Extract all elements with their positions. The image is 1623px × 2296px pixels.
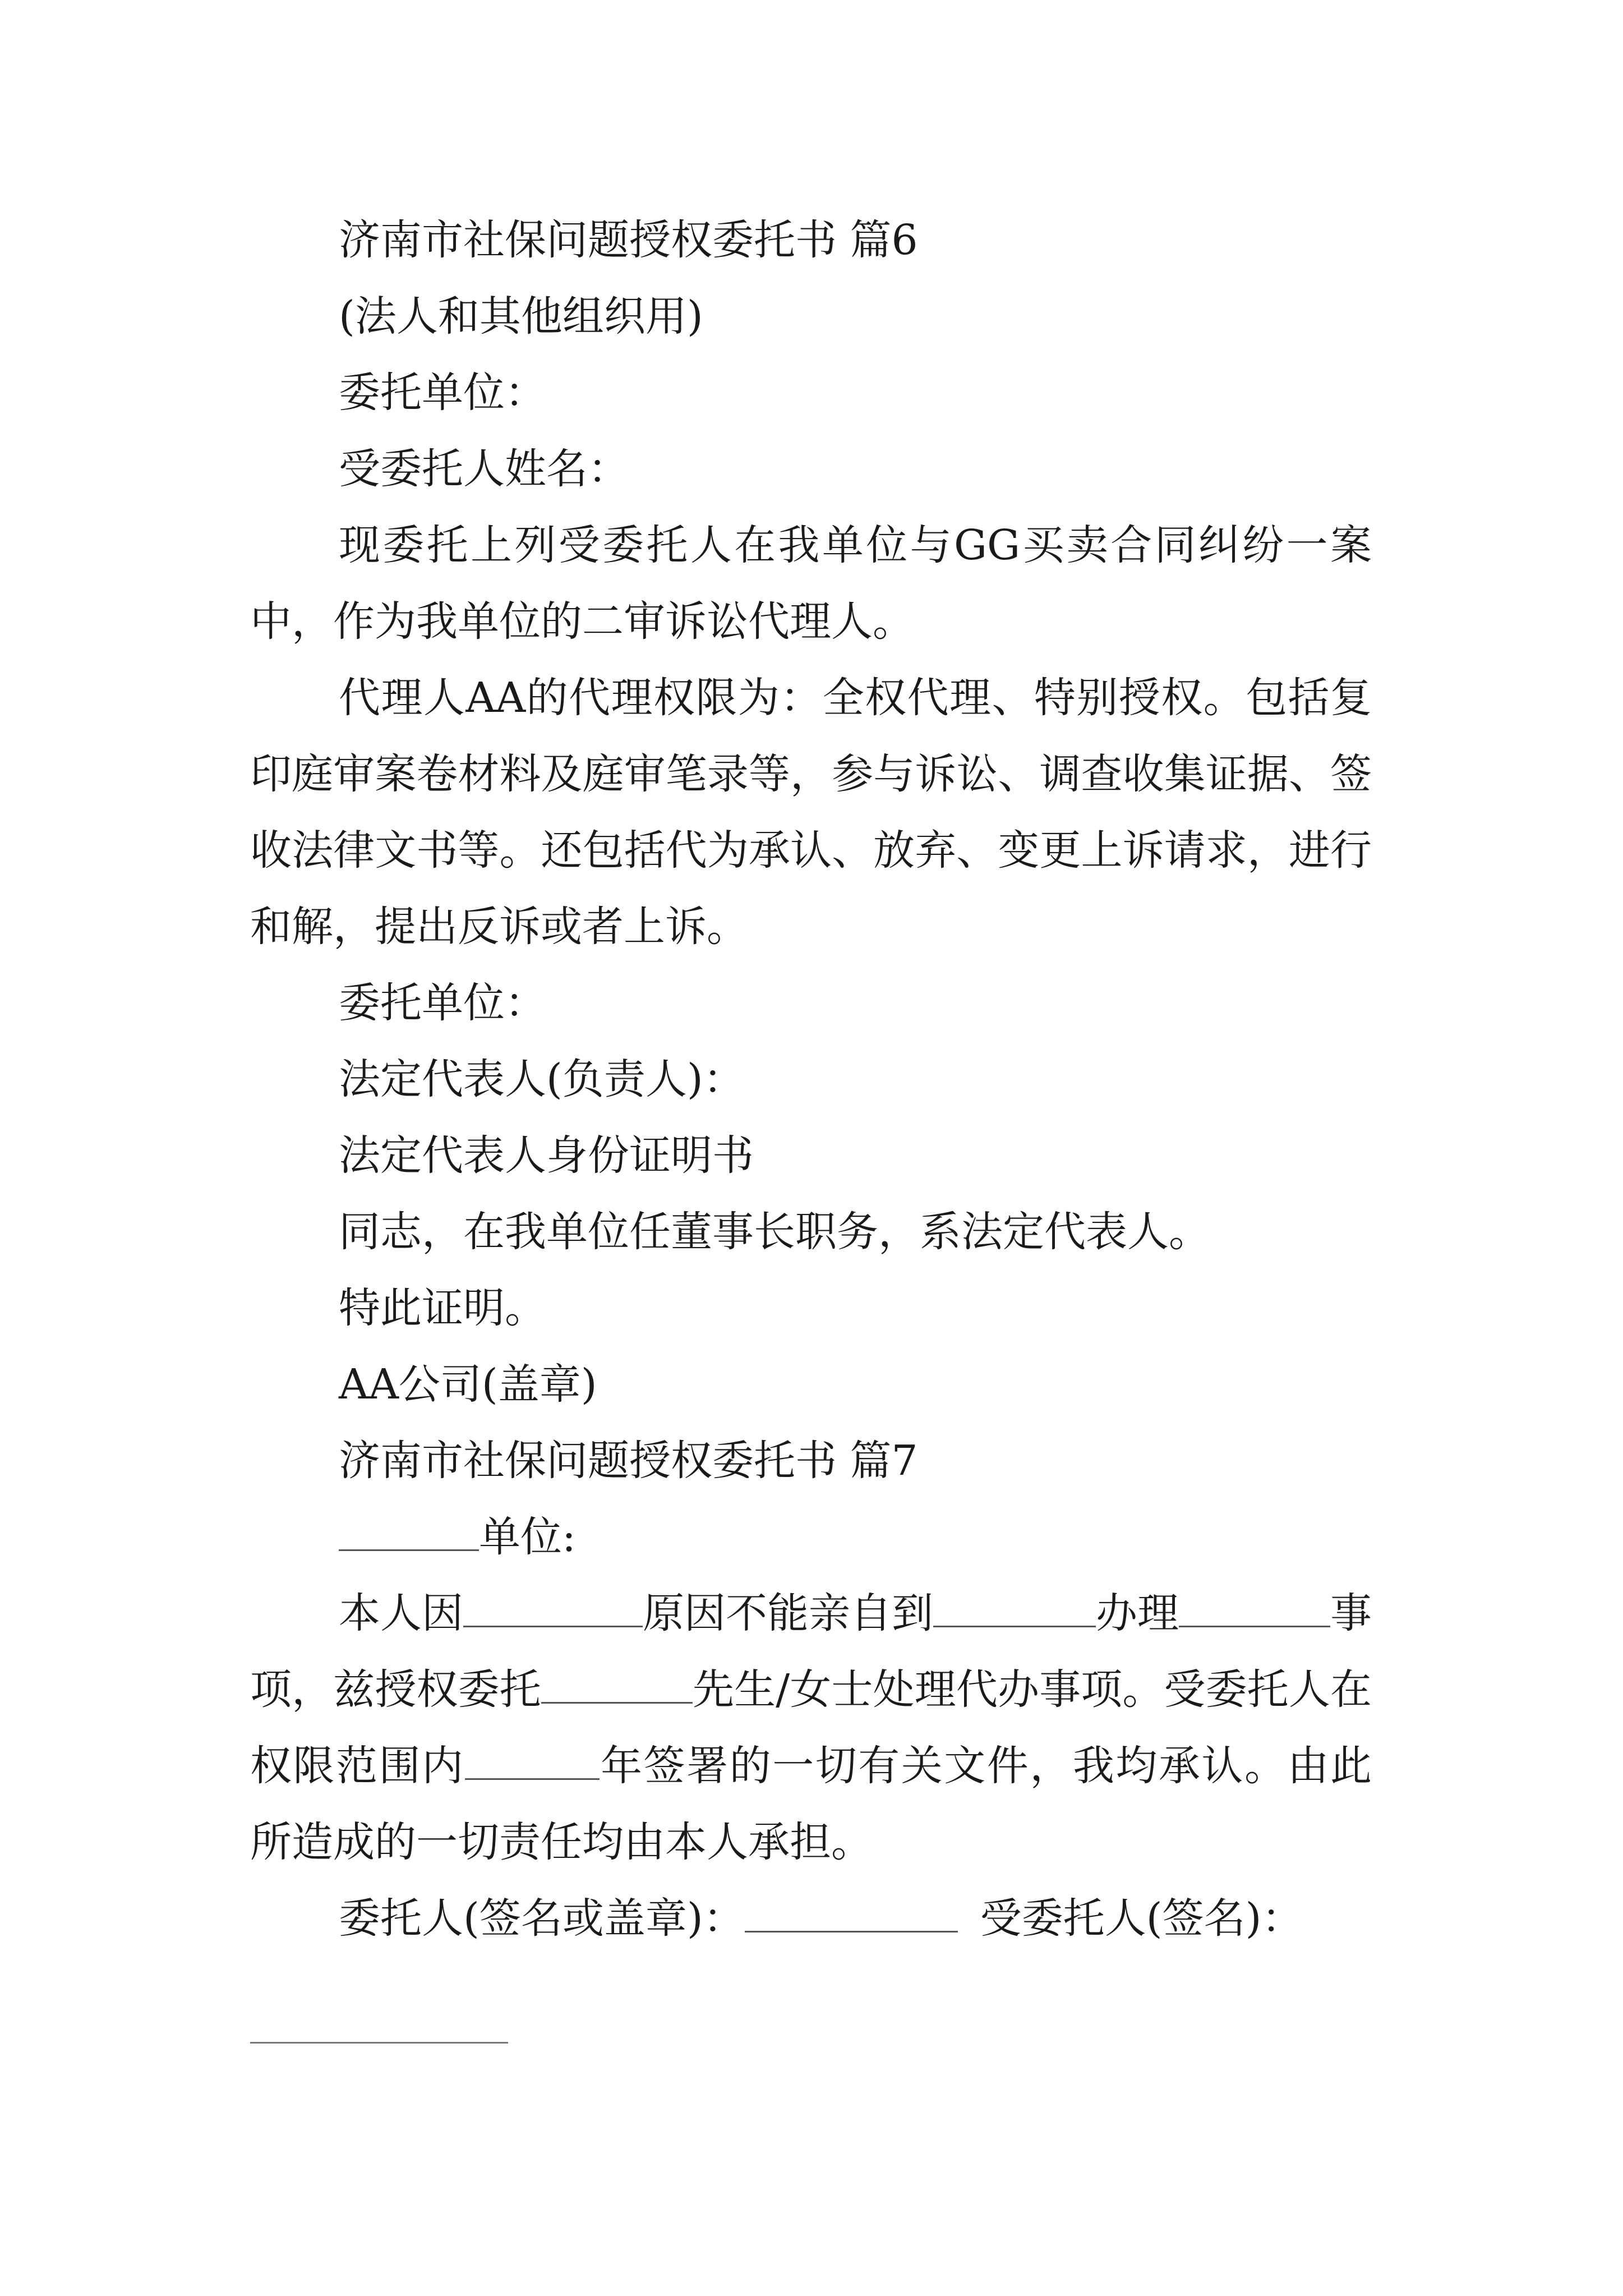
signature-line xyxy=(250,1880,1372,1957)
entrust-unit-line-2: 委托单位： xyxy=(339,979,546,1027)
company-seal-line: AA公司(盖章) xyxy=(339,1360,597,1409)
trustee-signature-blank xyxy=(250,2042,508,2044)
text-fragment: 办理 xyxy=(1096,1589,1179,1637)
document-body xyxy=(250,202,1372,1957)
text-fragment: 原因不能亲自到 xyxy=(643,1589,933,1637)
blank-year xyxy=(465,1733,600,1780)
text-fragment: 本人因 xyxy=(339,1589,463,1637)
blank-reason xyxy=(463,1581,643,1627)
text-fragment: 事项，兹授权委托 xyxy=(250,1589,1372,1714)
blank-place xyxy=(933,1581,1096,1627)
comrade-line: 同志，在我单位任董事长职务，系法定代表人。 xyxy=(339,1208,1210,1256)
entrust-unit-line: 委托单位： xyxy=(339,369,546,417)
trustee-name-line: 受委托人姓名： xyxy=(339,445,629,493)
heading-section-7: 济南市社保问题授权委托书 篇7 xyxy=(339,1437,918,1485)
legal-rep-line: 法定代表人(负责人)： xyxy=(339,1055,745,1103)
unit-line xyxy=(250,1499,1372,1575)
authorization-paragraph xyxy=(250,1575,1372,1880)
note-legal-person: (法人和其他组织用) xyxy=(339,292,703,341)
principal-signature-label: 委托人(签名或盖章)： xyxy=(339,1894,745,1943)
unit-suffix: 单位: xyxy=(479,1513,576,1561)
blank-agent xyxy=(541,1657,693,1704)
blank-principal-signature xyxy=(745,1886,958,1932)
legal-rep-cert-title: 法定代表人身份证明书 xyxy=(339,1131,754,1180)
entrust-paragraph: 现委托上列受委托人在我单位与GG买卖合同纠纷一案中，作为我单位的二审诉讼代理人。 xyxy=(250,521,1372,646)
trustee-signature-label: 受委托人(签名)： xyxy=(980,1894,1303,1943)
heading-section-6: 济南市社保问题授权委托书 篇6 xyxy=(339,216,918,264)
blank-matter xyxy=(1179,1581,1330,1627)
blank-unit xyxy=(339,1504,479,1551)
text-fragment: 年签署的一切有关文件，我均承认。由此所造成的一切责任均由本人承担。 xyxy=(250,1742,1372,1866)
certify-line: 特此证明。 xyxy=(339,1284,546,1332)
text-fragment: 先生/女士处理代办事项。受委托人在权限范围内 xyxy=(250,1665,1372,1790)
authority-paragraph: 代理人AA的代理权限为：全权代理、特别授权。包括复印庭审案卷材料及庭审笔录等，参与诉讼、调查收集证据、签收法律文书等。还包括代为承认、放弃、变更上诉请求，进行和解，提出反诉或者上诉。 xyxy=(250,674,1372,951)
